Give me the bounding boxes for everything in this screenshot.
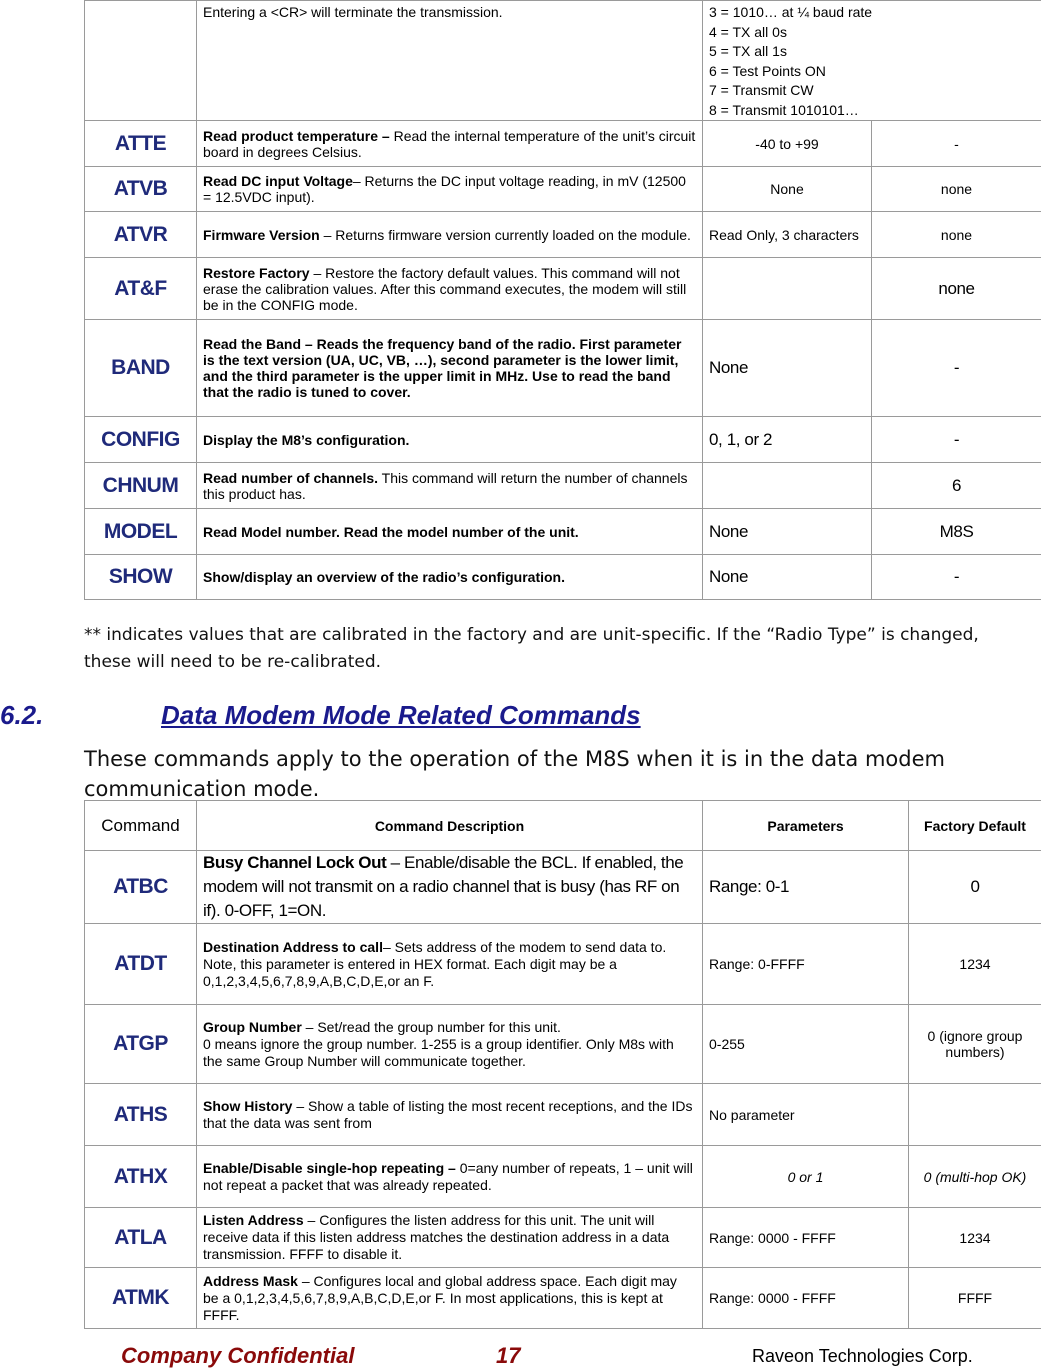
description-text: 0=any number of repeats, 1 – unit will not repeat a packet that was already repeated. <box>203 1159 693 1193</box>
description-cell <box>197 320 703 417</box>
description-bold: Show/display an overview of the radio’s configuration. <box>203 569 565 585</box>
description-bold: Read product temperature – <box>203 127 390 144</box>
default-cell: - <box>872 320 1041 417</box>
default-cell: - <box>872 417 1041 463</box>
description-cell <box>197 851 703 924</box>
page-number: 17 <box>496 1343 521 1368</box>
command-cell: ATBC <box>85 851 197 924</box>
command-table-top <box>84 0 1041 600</box>
parameter-cell: Read Only, 3 characters <box>703 212 872 258</box>
default-cell: none <box>872 167 1041 212</box>
table-row <box>85 851 1041 924</box>
table-row <box>85 1 1041 121</box>
default-cell: none <box>872 212 1041 258</box>
description-bold: Read Model number. Read the model number of the unit. <box>203 523 579 540</box>
parameter-cell <box>703 463 872 509</box>
description-cell <box>197 212 703 258</box>
description-cell <box>197 1208 703 1268</box>
parameter-cell: None <box>703 167 872 212</box>
table-row <box>85 167 1041 212</box>
table-row <box>85 1005 1041 1084</box>
command-cell <box>85 1 197 121</box>
description-bold: Show History <box>203 1097 293 1114</box>
company-name: Raveon Technologies Corp. <box>752 1346 973 1366</box>
parameter-cell: Range: 0-1 <box>703 851 909 924</box>
calibration-note: ** indicates values that are calibrated in the factory and are unit-specific. If the “Radio Type” is changed, these will need to be re-calibrated. <box>84 625 979 672</box>
section-number: 6.2. <box>0 700 44 730</box>
command-cell: ATLA <box>85 1208 197 1268</box>
description-cell <box>197 1 703 121</box>
table-row <box>85 121 1041 167</box>
description-cell <box>197 258 703 320</box>
description-cell <box>197 1268 703 1329</box>
table-row <box>85 509 1041 555</box>
command-cell: BAND <box>85 320 197 417</box>
description-text: – Restore the factory default values. This command will not erase the calibration values. After this command executes, the modem will still be in the CONFIG mode. <box>203 264 687 313</box>
parameter-cell: 3 = 1010… at ¼ baud rate 4 = TX all 0s 5 = TX all 1s 6 = Test Points ON 7 = Transmit CW 8 = Transmit 1010101… <box>703 1 1041 121</box>
description-cell <box>197 463 703 509</box>
description-bold: Read the Band – Reads the frequency band of the radio. First parameter is the text version (UA, UC, VB, …), second parameter is the lower limit, and the third parameter is the upper limit in MHz. Use to read the band that the radio is tuned to cover. <box>203 336 682 400</box>
default-cell: - <box>872 555 1041 600</box>
description-cell <box>197 924 703 1005</box>
parameter-cell: None <box>703 320 872 417</box>
table-row <box>85 320 1041 417</box>
description-cell <box>197 1005 703 1084</box>
default-cell: 6 <box>872 463 1041 509</box>
command-cell: AT&F <box>85 258 197 320</box>
command-cell: ATHS <box>85 1084 197 1146</box>
parameter-cell: None <box>703 509 872 555</box>
description-cell <box>197 167 703 212</box>
description-text: – Configures local and global address space. Each digit may be a 0,1,2,3,4,5,6,7,8,9,A,B,C,D,E,or F. In most applications, this is kept at FFFF. <box>203 1272 677 1323</box>
command-cell: ATHX <box>85 1146 197 1208</box>
default-cell: 1234 <box>909 1208 1041 1268</box>
command-cell: ATMK <box>85 1268 197 1329</box>
data-modem-command-table <box>84 800 1041 1329</box>
table-row <box>85 1084 1041 1146</box>
parameter-cell <box>703 258 872 320</box>
default-cell <box>909 1084 1041 1146</box>
description-bold: Listen Address <box>203 1212 304 1228</box>
header-command: Command <box>85 801 197 851</box>
parameter-cell: No parameter <box>703 1084 909 1146</box>
default-cell: 0 (multi-hop OK) <box>909 1146 1041 1208</box>
description-bold: Destination Address to call <box>203 938 383 955</box>
description-text: – Enable/disable the BCL. If enabled, the modem will not transmit on a radio channel that is busy (has RF on if). 0-OFF, 1=ON. <box>203 853 684 920</box>
table-row <box>85 1146 1041 1208</box>
parameter-cell: 0, 1, or 2 <box>703 417 872 463</box>
command-cell: SHOW <box>85 555 197 600</box>
table-row <box>85 1208 1041 1268</box>
description-bold: Display the M8’s configuration. <box>203 431 410 448</box>
description-cell <box>197 1146 703 1208</box>
table-row <box>85 258 1041 320</box>
description-text: – Returns firmware version currently loaded on the module. <box>319 226 691 243</box>
table-row <box>85 463 1041 509</box>
parameter-cell: 0 or 1 <box>703 1146 909 1208</box>
table-row <box>85 417 1041 463</box>
command-cell: ATVR <box>85 212 197 258</box>
table-row <box>85 924 1041 1005</box>
default-cell: 0 <box>909 851 1041 924</box>
description-cell <box>197 555 703 600</box>
header-description: Command Description <box>197 801 703 851</box>
parameter-cell: Range: 0000 - FFFF <box>703 1208 909 1268</box>
command-cell: ATTE <box>85 121 197 167</box>
default-cell: none <box>872 258 1041 320</box>
command-cell: ATDT <box>85 924 197 1005</box>
description-text: – Show a table of listing the most recent receptions, and the IDs that the data was sent from <box>203 1097 693 1131</box>
description-bold: Restore Factory <box>203 264 310 281</box>
table-row <box>85 212 1041 258</box>
description-bold: Busy Channel Lock Out <box>203 853 387 872</box>
parameter-cell: None <box>703 555 872 600</box>
section-intro: These commands apply to the operation of the M8S when it is in the data modem communication mode. <box>84 747 945 801</box>
parameter-cell: Range: 0000 - FFFF <box>703 1268 909 1329</box>
page-footer <box>0 1343 1041 1371</box>
description-text: – Configures the listen address for this unit. The unit will receive data if this listen address matches the destination address in a data transmission. FFFF to disable it. <box>203 1212 670 1262</box>
description-cell <box>197 121 703 167</box>
description-bold: Address Mask <box>203 1272 298 1289</box>
command-cell: MODEL <box>85 509 197 555</box>
description-bold: Firmware Version <box>203 226 320 243</box>
command-cell: ATVB <box>85 167 197 212</box>
default-cell: M8S <box>872 509 1041 555</box>
description-text: – Set/read the group number for this unit. 0 means ignore the group number. 1-255 is a group identifier. Only M8s with the same Group Number will communicate together. <box>203 1018 674 1069</box>
default-cell: 0 (ignore group numbers) <box>909 1005 1041 1084</box>
description-text: Read the internal temperature of the unit’s circuit board in degrees Celsius. <box>203 127 696 160</box>
parameter-cell: 0-255 <box>703 1005 909 1084</box>
default-cell: 1234 <box>909 924 1041 1005</box>
description-bold: Read number of channels. <box>203 469 379 486</box>
table-header-row <box>85 801 1041 851</box>
table-row <box>85 555 1041 600</box>
description-cell <box>197 1084 703 1146</box>
section-title: Data Modem Mode Related Commands <box>161 700 641 730</box>
description-cell <box>197 417 703 463</box>
description-cell <box>197 509 703 555</box>
header-factory-default: Factory Default <box>909 801 1041 851</box>
default-cell: - <box>872 121 1041 167</box>
description-bold: Enable/Disable single-hop repeating – <box>203 1159 456 1176</box>
parameter-cell: Range: 0-FFFF <box>703 924 909 1005</box>
description-bold: Read DC input Voltage <box>203 173 353 189</box>
default-cell: FFFF <box>909 1268 1041 1329</box>
header-parameters: Parameters <box>703 801 909 851</box>
table-row <box>85 1268 1041 1329</box>
command-cell: CONFIG <box>85 417 197 463</box>
parameter-cell: -40 to +99 <box>703 121 872 167</box>
description-text: This command will return the number of channels this product has. <box>203 469 688 502</box>
description-text: – Sets address of the modem to send data to. Note, this parameter is entered in HEX format. Each digit may be a 0,1,2,3,4,5,6,7,8,9,A,B,C,D,E,or an F. <box>203 938 667 989</box>
description-text: Entering a <CR> will terminate the transmission. <box>203 4 503 20</box>
confidential-label: Company Confidential <box>121 1343 355 1368</box>
description-text: – Returns the DC input voltage reading, in mV (12500 = 12.5VDC input). <box>203 173 686 205</box>
description-bold: Group Number <box>203 1018 302 1035</box>
command-cell: ATGP <box>85 1005 197 1084</box>
command-cell: CHNUM <box>85 463 197 509</box>
